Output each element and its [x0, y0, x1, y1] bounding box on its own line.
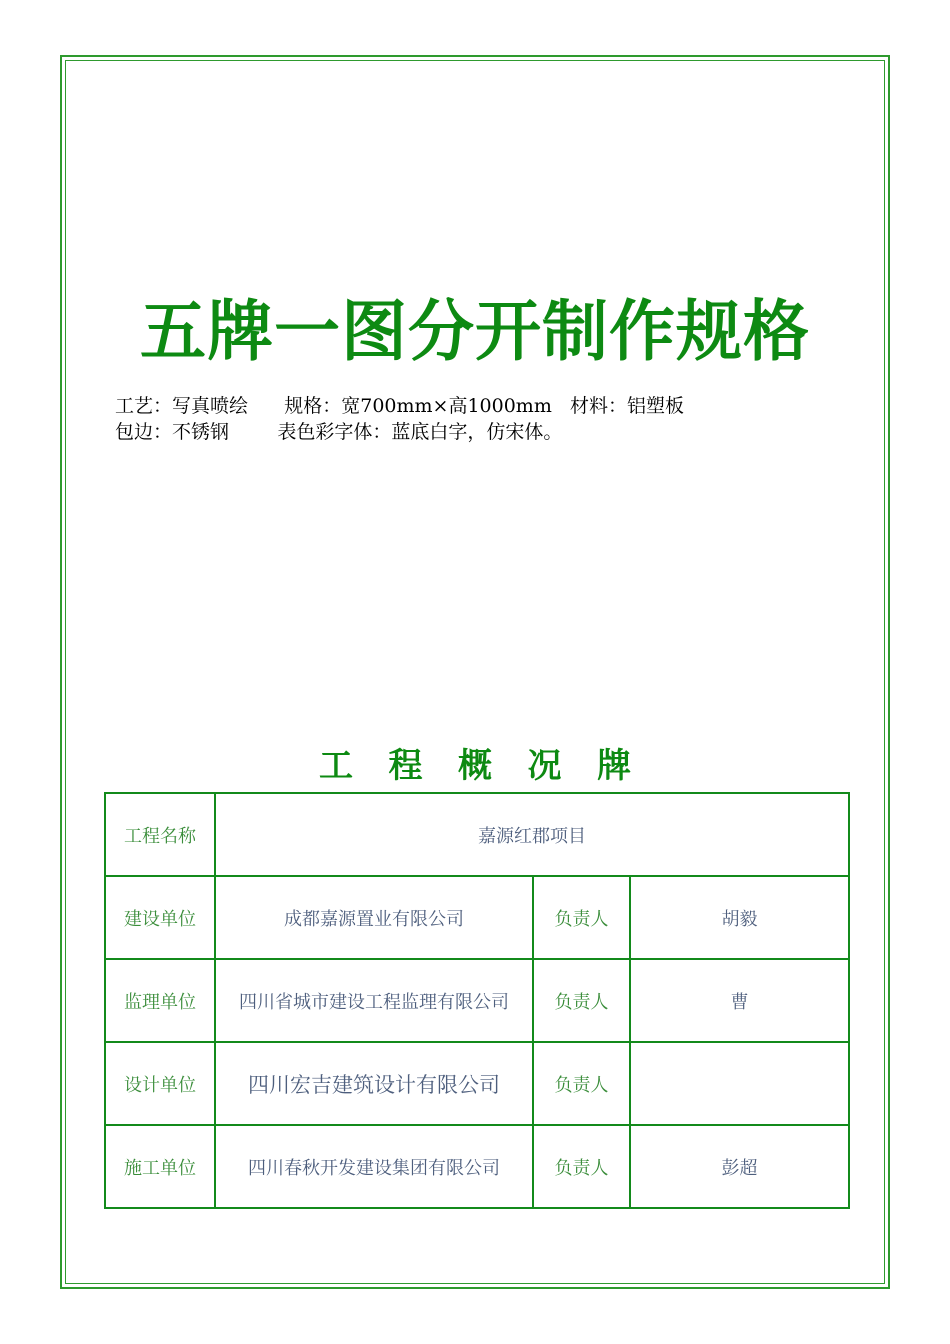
project-overview-table	[104, 792, 850, 1209]
person-name: 彭超	[630, 1125, 849, 1208]
spec-line-edging: 包边：不锈钢 表色彩字体：蓝底白字，仿宋体。	[115, 421, 563, 443]
table-row	[105, 876, 849, 959]
page-title: 五牌一图分开制作规格	[140, 293, 810, 370]
spec-line-craft: 工艺：写真喷绘 规格：宽700mm×高1000mm 材料：铝塑板	[115, 395, 684, 417]
board-title-char: 牌	[597, 746, 632, 786]
board-title-char: 概	[458, 746, 492, 786]
board-title-char: 工	[318, 746, 353, 786]
board-title	[0, 744, 950, 788]
unit-label: 建设单位	[105, 876, 215, 959]
unit-name: 四川省城市建设工程监理有限公司	[215, 959, 533, 1042]
unit-name: 四川宏吉建筑设计有限公司	[215, 1042, 533, 1125]
project-name-label: 工程名称	[105, 793, 215, 876]
table-row	[105, 959, 849, 1042]
board-title-char: 程	[388, 746, 423, 786]
person-label: 负责人	[533, 959, 630, 1042]
table-row-project-name	[105, 793, 849, 876]
unit-label: 设计单位	[105, 1042, 215, 1125]
project-name-value: 嘉源红郡项目	[215, 793, 849, 876]
person-label: 负责人	[533, 1042, 630, 1125]
person-label: 负责人	[533, 1125, 630, 1208]
unit-label: 施工单位	[105, 1125, 215, 1208]
unit-name: 成都嘉源置业有限公司	[215, 876, 533, 959]
table-row	[105, 1125, 849, 1208]
unit-label: 监理单位	[105, 959, 215, 1042]
person-name: 胡毅	[630, 876, 849, 959]
person-name: 曹	[630, 959, 849, 1042]
board-title-char: 况	[527, 746, 562, 786]
person-label: 负责人	[533, 876, 630, 959]
unit-name: 四川春秋开发建设集团有限公司	[215, 1125, 533, 1208]
person-name	[630, 1042, 849, 1125]
table-row	[105, 1042, 849, 1125]
